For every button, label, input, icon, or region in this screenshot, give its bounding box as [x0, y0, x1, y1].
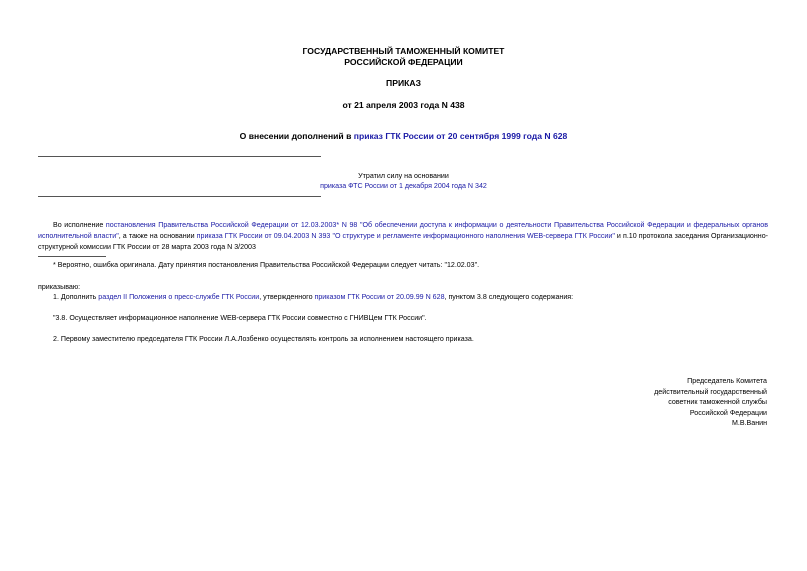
subject-prefix: О внесении дополнений в — [239, 131, 354, 141]
gtk-order-628-link[interactable]: приказом ГТК России от 20.09.99 N 628 — [314, 293, 445, 301]
top-rule — [38, 156, 321, 157]
order-word: приказываю: — [38, 283, 81, 291]
signature-name: М.В.Ванин — [731, 419, 767, 427]
preamble-paragraph — [38, 220, 768, 253]
gtk-order-393-link[interactable]: приказа ГТК России от 09.04.2003 N 393 "О структуре и регламенте информационного наполнения WEB-сервера ГТК России" — [196, 232, 615, 240]
document-subject — [0, 131, 807, 142]
footnote-rule — [38, 256, 106, 257]
signature-line-4: Российской Федерации — [689, 408, 767, 417]
validity-note: Утратил силу на основании — [358, 172, 449, 180]
signature-line-3: советник таможенной службы — [668, 398, 767, 406]
document-date-number: от 21 апреля 2003 года N 438 — [342, 100, 465, 110]
press-service-regulation-link[interactable]: раздел II Положения о пресс-службе ГТК России — [98, 293, 260, 301]
preamble-text-3: и п.10 протокола заседания Организационно-структурной комиссии ГТК России от 28 марта 2003 года N 3/2003 — [38, 232, 769, 251]
validity-rule — [38, 196, 321, 197]
item-1 — [53, 292, 768, 303]
footnote: * Вероятно, ошибка оригинала. Дату принятия постановления Правительства Российской Федерации следует читать: "12.02.03". — [53, 261, 480, 269]
item-1-quote: "3.8. Осуществляет информационное наполнение WEB-сервера ГТК России совместно с ГНИВЦем ГТК России". — [53, 314, 427, 322]
preamble-text-1: Во исполнение — [53, 221, 106, 229]
government-decree-link[interactable]: постановления Правительства Российской Федерации от 12.03.2003* N 98 "Об обеспечении доступа к информации о деятельности Правительства Российской Федерации и федеральных органов исполнительной власти" — [38, 221, 768, 240]
item-2: 2. Первому заместителю председателя ГТК России Л.А.Лозбенко осуществлять контроль за исполнением настоящего приказа. — [53, 335, 474, 343]
signature-line-2: действительный государственный — [654, 387, 767, 396]
item-1-text-2: , утвержденного — [259, 293, 315, 301]
validity-link-line — [0, 181, 807, 191]
validity-link[interactable]: приказа ФТС России от 1 декабря 2004 года N 342 — [320, 182, 487, 190]
org-name-line2: РОССИЙСКОЙ ФЕДЕРАЦИИ — [344, 57, 463, 67]
signature-line-1: Председатель Комитета — [687, 377, 767, 385]
item-1-text-3: , пунктом 3.8 следующего содержания: — [444, 293, 574, 301]
item-1-text-1: 1. Дополнить — [53, 293, 99, 301]
org-name-line1: ГОСУДАРСТВЕННЫЙ ТАМОЖЕННЫЙ КОМИТЕТ — [302, 46, 505, 56]
signature-block — [654, 376, 767, 429]
document-type: ПРИКАЗ — [386, 78, 421, 88]
subject-link[interactable]: приказ ГТК России от 20 сентября 1999 года N 628 — [353, 131, 568, 141]
preamble-text-2: , а также на основании — [118, 232, 197, 240]
